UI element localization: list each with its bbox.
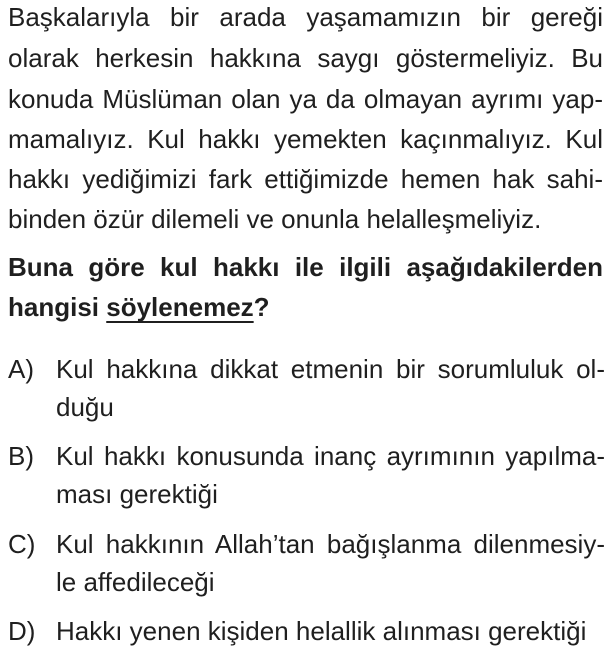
option-text: Kul hakkı konusunda inanç ayrımının yapılma- [56, 441, 605, 471]
negation-keyword: söylenemez [106, 292, 254, 322]
passage-line: binden özür dilemeli ve onunla helalleşmeliyiz. [8, 204, 542, 234]
option-text: Kul hakkına dikkat etmenin bir sorumluluk ol- [56, 354, 605, 384]
option-letter: D) [8, 616, 36, 646]
option-text: ması gerektiği [56, 479, 218, 509]
option-text: le affedileceği [56, 567, 215, 597]
question-line: Buna göre kul hakkı ile ilgili aşağıdakilerden [8, 252, 603, 282]
passage-line: olarak herkesin hakkına saygı göstermeliyiz. Bu [8, 43, 603, 73]
question-text: hangisi [8, 292, 107, 322]
passage-line: Başkalarıyla bir arada yaşamamızın bir gereği [8, 2, 603, 32]
option-letter: A) [8, 354, 34, 384]
option-text: Kul hakkının Allah’tan bağışlanma dilenmesiy- [56, 529, 605, 559]
option-text: duğu [56, 392, 114, 422]
question-line [8, 290, 270, 324]
option-text: Hakkı yenen kişiden helallik alınması gerektiği [56, 616, 587, 646]
option-letter: C) [8, 529, 36, 559]
passage-line: mamalıyız. Kul hakkı yemekten kaçınmalıyız. Kul [8, 124, 603, 154]
passage-line: konuda Müslüman olan ya da olmayan ayrımı yap- [8, 84, 603, 114]
option-letter: B) [8, 441, 34, 471]
passage-line: hakkı yediğimizi fark ettiğimizde hemen hak sahi- [8, 164, 603, 194]
question-mark: ? [253, 292, 270, 322]
